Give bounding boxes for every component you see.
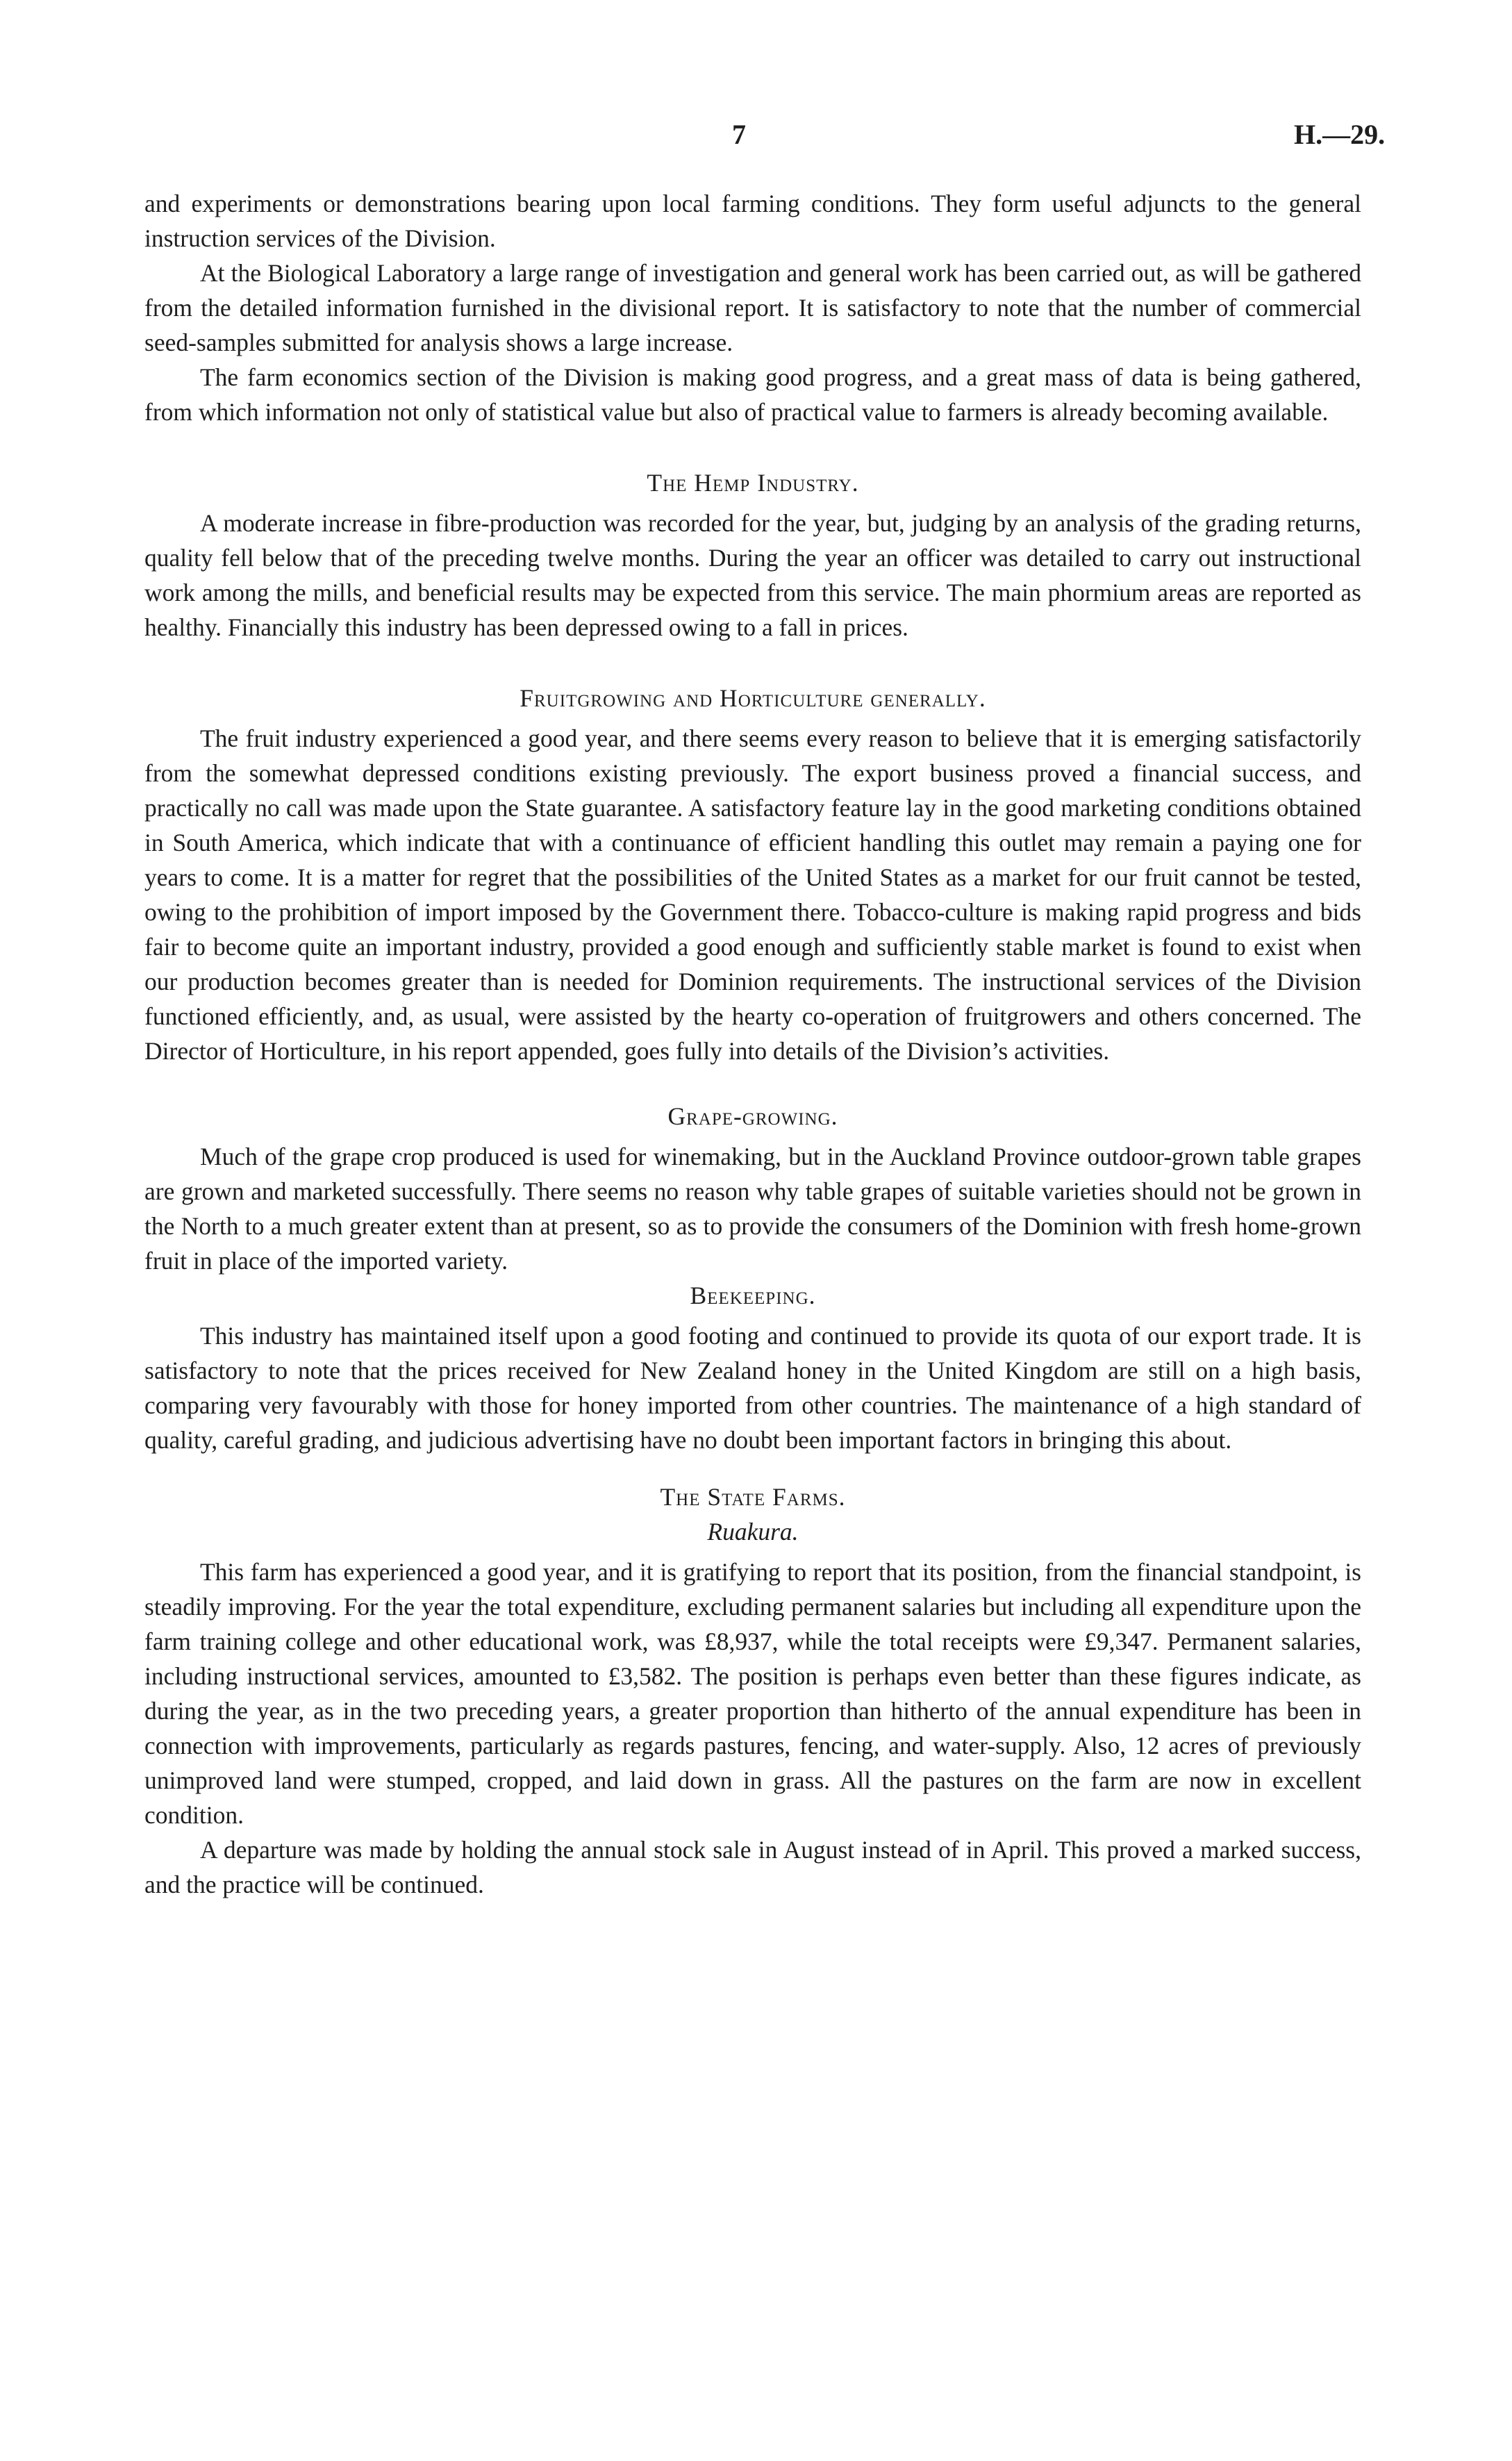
farm-economics-paragraph: The farm economics section of the Division is making good progress, and a great mass of data is being gathered, from which information not only of statistical value but also of practical value to farmers is already becoming available. [144, 363, 1361, 426]
fruitgrowing-heading: Fruitgrowing and Horticulture generally. [520, 684, 986, 712]
hemp-industry-paragraph: A moderate increase in fibre-production was recorded for the year, but, judging by an analysis of the grading returns, quality fell below that of the preceding twelve months. During the year an officer was detailed to carry out instructional work among the mills, and beneficial results may be expected from this service. The main phormium areas are reported as healthy. Financially this industry has been depressed owing to a fall in prices. [144, 509, 1361, 641]
beekeeping-heading: Beekeeping. [690, 1282, 816, 1309]
fruitgrowing-paragraph: The fruit industry experienced a good year, and there seems every reason to believe that it is emerging satisfactorily from the somewhat depressed conditions existing previously. The export business proved a financial success, and practically no call was made upon the State guarantee. A satisfactory feature lay in the good marketing conditions obtained in South America, which indicate that with a continuance of efficient handling this outlet may remain a paying one for years to come. It is a matter for regret that the possibilities of the United States as a market for our fruit cannot be tested, owing to the prohibition of import imposed by the Government there. Tobacco-culture is making rapid progress and bids fair to become quite an important industry, provided a good enough and sufficiently stable market is found to exist when our production becomes greater than is needed for Dominion requirements. The instructional services of the Division functioned efficiently, and, as usual, were assisted by the hearty co-operation of fruitgrowers and others concerned. The Director of Horticulture, in his report appended, goes fully into details of the Division’s activities. [144, 724, 1361, 1065]
body-text-column [144, 186, 1361, 1902]
grape-growing-paragraph: Much of the grape crop produced is used for winemaking, but in the Auckland Province outdoor-grown table grapes are grown and marketed successfully. There seems no reason why table grapes of suitable varieties should not be grown in the North to a much greater extent than at present, so as to provide the consumers of the Dominion with fresh home-grown fruit in place of the imported variety. [144, 1143, 1361, 1275]
biological-laboratory-paragraph: At the Biological Laboratory a large range of investigation and general work has been carried out, as will be gathered from the detailed information furnished in the divisional report. It is satisfactory to note that the number of commercial seed-samples submitted for analysis shows a large increase. [144, 259, 1361, 356]
state-farms-heading: The State Farms. [660, 1483, 846, 1511]
beekeeping-paragraph: This industry has maintained itself upon a good footing and continued to provide its quota of our export trade. It is satisfactory to note that the prices received for New Zealand honey in the United Kingdom are still on a high basis, comparing very favourably with those for honey imported from other countries. The maintenance of a high standard of quality, careful grading, and judicious advertising have no doubt been important factors in bringing this about. [144, 1322, 1361, 1454]
page-number: 7 [732, 119, 746, 150]
hemp-industry-heading: The Hemp Industry. [647, 469, 859, 497]
document-code: H.—29. [1294, 119, 1386, 150]
grape-growing-heading: Grape-growing. [667, 1102, 838, 1130]
intro-paragraph-continued: and experiments or demonstrations bearing upon local farming conditions. They form useful adjuncts to the general instruction services of the Division. [144, 190, 1361, 252]
ruakura-subheading: Ruakura. [707, 1518, 799, 1546]
ruakura-finance-paragraph: This farm has experienced a good year, and it is gratifying to report that its position, from the financial standpoint, is steadily improving. For the year the total expenditure, excluding permanent salaries but including all expenditure upon the farm training college and other educational work, was £8,937, while the total receipts were £9,347. Permanent salaries, including instructional services, amounted to £3,582. The position is perhaps even better than these figures indicate, as during the year, as in the two preceding years, a greater proportion than hitherto of the annual expenditure has been in connection with improvements, particularly as regards pastures, fencing, and water-supply. Also, 12 acres of previously unimproved land were stumped, cropped, and laid down in grass. All the pastures on the farm are now in excellent condition. [144, 1558, 1361, 1829]
stock-sale-paragraph: A departure was made by holding the annual stock sale in August instead of in April. This proved a marked success, and the practice will be continued. [144, 1836, 1361, 1898]
